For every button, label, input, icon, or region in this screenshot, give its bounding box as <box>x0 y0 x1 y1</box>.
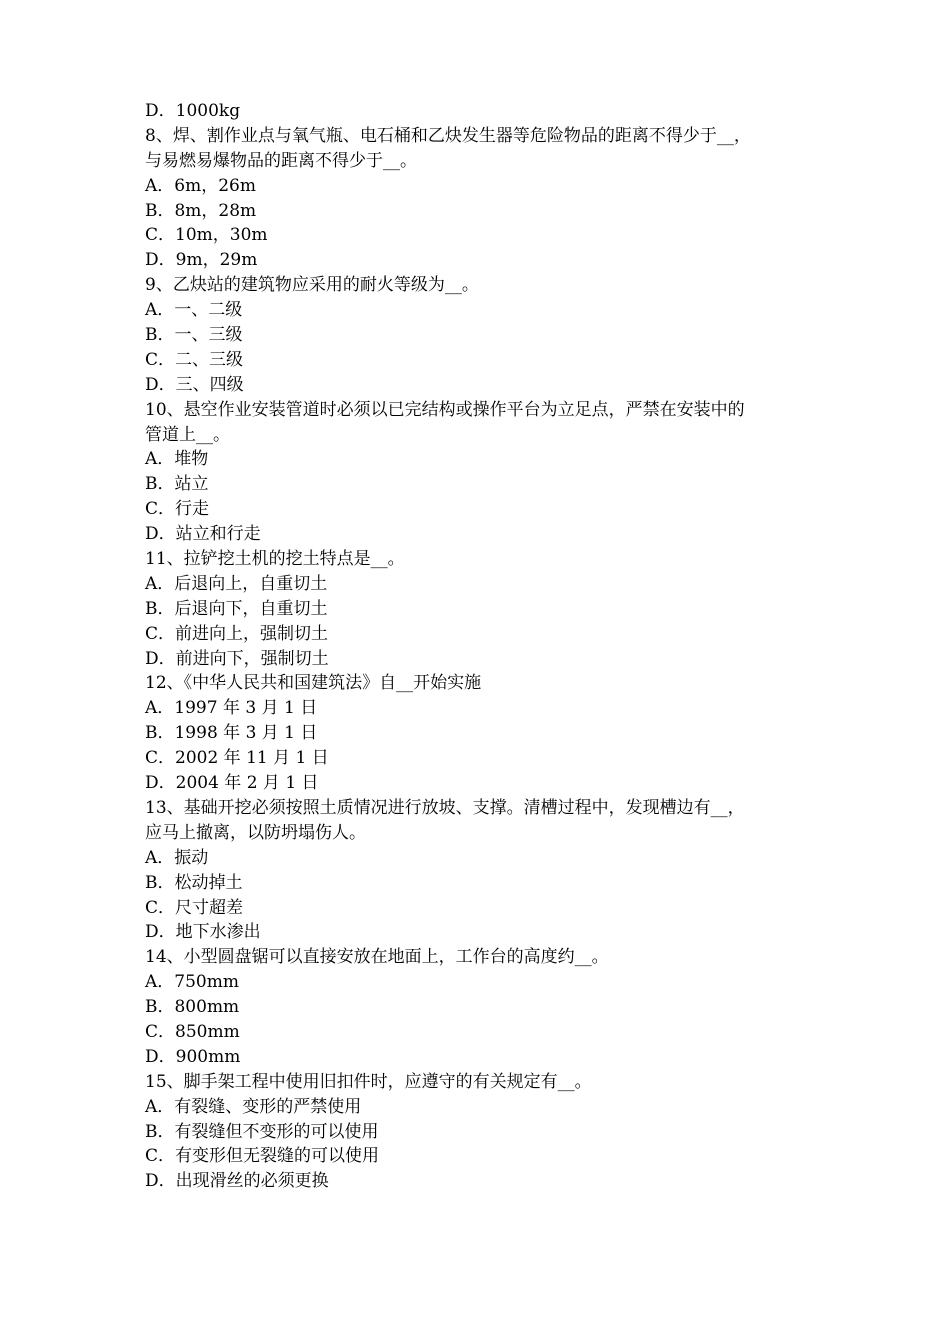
text-line: 应马上撤离，以防坍塌伤人。 <box>145 822 366 843</box>
text-line: D．站立和行走 <box>145 524 261 545</box>
text-line: 管道上__。 <box>145 424 230 445</box>
text-line: D．2004 年 2 月 1 日 <box>145 773 319 794</box>
text-line: C．行走 <box>145 499 210 520</box>
text-line: D．9m，29m <box>145 250 258 271</box>
text-line: D．前进向下，强制切土 <box>145 648 329 669</box>
text-line: B．1998 年 3 月 1 日 <box>145 723 318 744</box>
text-line: A．堆物 <box>145 449 209 470</box>
text-line: 12、《中华人民共和国建筑法》自__开始实施 <box>145 673 482 694</box>
text-line: B．800mm <box>145 997 240 1018</box>
text-line: 9、乙炔站的建筑物应采用的耐火等级为__。 <box>145 275 479 296</box>
text-line: B．后退向下，自重切土 <box>145 598 328 619</box>
text-line: D．900mm <box>145 1046 241 1067</box>
text-line: C．前进向上，强制切土 <box>145 623 329 644</box>
text-line: D．地下水渗出 <box>145 922 261 943</box>
text-line: 与易燃易爆物品的距离不得少于__。 <box>145 150 417 171</box>
text-line: C．10m，30m <box>145 225 268 246</box>
text-line: A．后退向上，自重切土 <box>145 573 328 594</box>
text-line: A．振动 <box>145 847 209 868</box>
text-line: C．有变形但无裂缝的可以使用 <box>145 1146 380 1167</box>
text-line: C．2002 年 11 月 1 日 <box>145 748 329 769</box>
text-line: C．二、三级 <box>145 349 244 370</box>
text-line: A．有裂缝、变形的严禁使用 <box>145 1096 362 1117</box>
text-line: D．出现滑丝的必须更换 <box>145 1171 329 1192</box>
text-line: B．松动掉土 <box>145 872 243 893</box>
text-line: A．一、二级 <box>145 300 243 321</box>
text-line: D．1000kg <box>145 101 241 121</box>
text-line: C．尺寸超差 <box>145 897 244 918</box>
text-line: 8、焊、割作业点与氧气瓶、电石桶和乙炔发生器等危险物品的距离不得少于__， <box>145 125 751 146</box>
text-line: 14、小型圆盘锯可以直接安放在地面上，工作台的高度约__。 <box>145 947 609 968</box>
text-line: A．1997 年 3 月 1 日 <box>145 698 318 719</box>
question-text-block <box>145 99 815 1194</box>
text-line: A．6m，26m <box>145 175 256 196</box>
text-line: D．三、四级 <box>145 374 244 395</box>
text-line: C．850mm <box>145 1021 240 1042</box>
text-line: 15、脚手架工程中使用旧扣件时，应遵守的有关规定有__。 <box>145 1071 592 1092</box>
text-line: 10、悬空作业安装管道时必须以已完结构或操作平台为立足点，严禁在安装中的 <box>145 399 745 420</box>
text-line: B．有裂缝但不变形的可以使用 <box>145 1121 379 1142</box>
text-line: 11、拉铲挖土机的挖土特点是__。 <box>145 549 405 570</box>
text-line: A．750mm <box>145 972 239 993</box>
text-line: B．8m，28m <box>145 200 257 221</box>
text-line: B．站立 <box>145 474 209 495</box>
text-line: 13、基础开挖必须按照土质情况进行放坡、支撑。清槽过程中，发现槽边有__， <box>145 797 745 818</box>
text-line: B．一、三级 <box>145 325 243 346</box>
